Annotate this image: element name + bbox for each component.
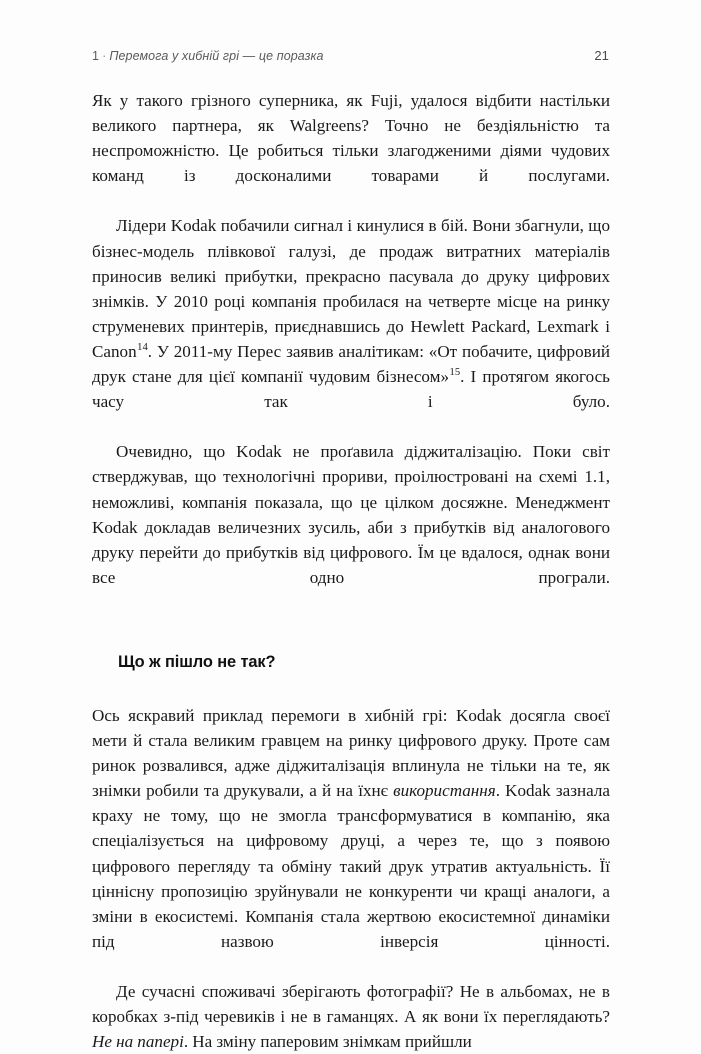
paragraph-2-part-3: . І протягом якогось часу так і було.: [92, 367, 610, 412]
paragraph-1-text: Як у такого грізного суперника, як Fuji, удалося відбити настільки великого партнера, як Walgreens? Точно не бездіяльністю та неспроможністю. Це робиться тільки злагодженими діями чудових команд із досконалими товарами й послугами.: [92, 91, 610, 186]
paragraph-3: [92, 439, 610, 615]
running-head: [92, 48, 609, 68]
section-heading-text: Що ж пішло не так?: [118, 652, 276, 671]
footnote-marker-14: 14: [137, 342, 148, 354]
paragraph-5-emphasis: Не на папері: [92, 1032, 184, 1052]
heading-space-above: [92, 615, 610, 651]
paragraph-4-part-1: Ось яскравий приклад перемоги в хибній грі: Kodak досягла своєї мети й стала великим гравцем на ринку цифрового друку. Проте сам ринок розвалився, адже діджиталізація вплинула не тільки на те, як знімки робили та друкували, а й на їхнє: [92, 705, 610, 801]
paragraph-1: [92, 88, 610, 213]
paragraph-2-part-2: . У 2011-му Перес заявив аналітикам: «От побачите, цифровий друк стане для цієї компанії чудовим бізнесом»: [92, 341, 610, 387]
chapter-title: Перемога у хибній грі — це поразка: [109, 49, 324, 63]
running-head-separator: ·: [102, 49, 107, 63]
paragraph-2-part-1: Лідери Kodak побачили сигнал і кинулися в бій. Вони збагнули, що бізнес-модель плівкової галузі, де продаж витратних матеріалів приносив великі прибутки, прекрасно пасувала до друку цифрових знімків. У 2010 році компанія пробилася на четверте місце на ринку струменевих принтерів, приєднавшись до Hewlett Packard, Lexmark i Canon: [92, 216, 610, 361]
body-text-column: [92, 88, 610, 1054]
paragraph-2: [92, 213, 610, 439]
paragraph-3-text: Очевидно, що Kodak не проґавила діджиталізацію. Поки світ стверджував, що технологічні прориви, проілюстровані на схемі 1.1, неможливі, компанія показала, що це цілком досяжне. Менеджмент Kodak докладав величезних зусиль, аби з прибутків від аналогового друку перейти до прибутків від цифрового. Їм це вдалося, однак вони все одно програли.: [92, 442, 610, 587]
paragraph-5-part-1: Де сучасні споживачі зберігають фотографії? Не в альбомах, не в коробках з-під черевиків і не в гаманцях. А як вони їх переглядають?: [92, 982, 610, 1027]
paragraph-4: [92, 703, 610, 979]
section-heading: [92, 651, 610, 673]
page-number: 21: [594, 48, 609, 63]
paragraph-5-part-2: . На зміну паперовим знімкам прийшли: [183, 1032, 472, 1052]
paragraph-5: [92, 979, 610, 1054]
running-head-title: [92, 49, 324, 63]
chapter-number: 1: [92, 49, 100, 63]
footnote-marker-15: 15: [449, 367, 461, 379]
heading-space-below: [92, 673, 610, 703]
paragraph-4-emphasis: використання: [393, 781, 496, 801]
paragraph-4-part-2: . Kodak зазнала краху не тому, що не змогла трансформуватися в компанію, яка спеціалізується на цифровому друці, а через те, що з появою цифрового перегляду та обміну такий друк утратив актуальність. Її ціннісну пропозицію зруйнували не конкуренти чи кращі аналоги, а зміни в екосистемі. Компанія стала жертвою екосистемної динаміки під назвою інверсія цінності.: [92, 781, 610, 951]
